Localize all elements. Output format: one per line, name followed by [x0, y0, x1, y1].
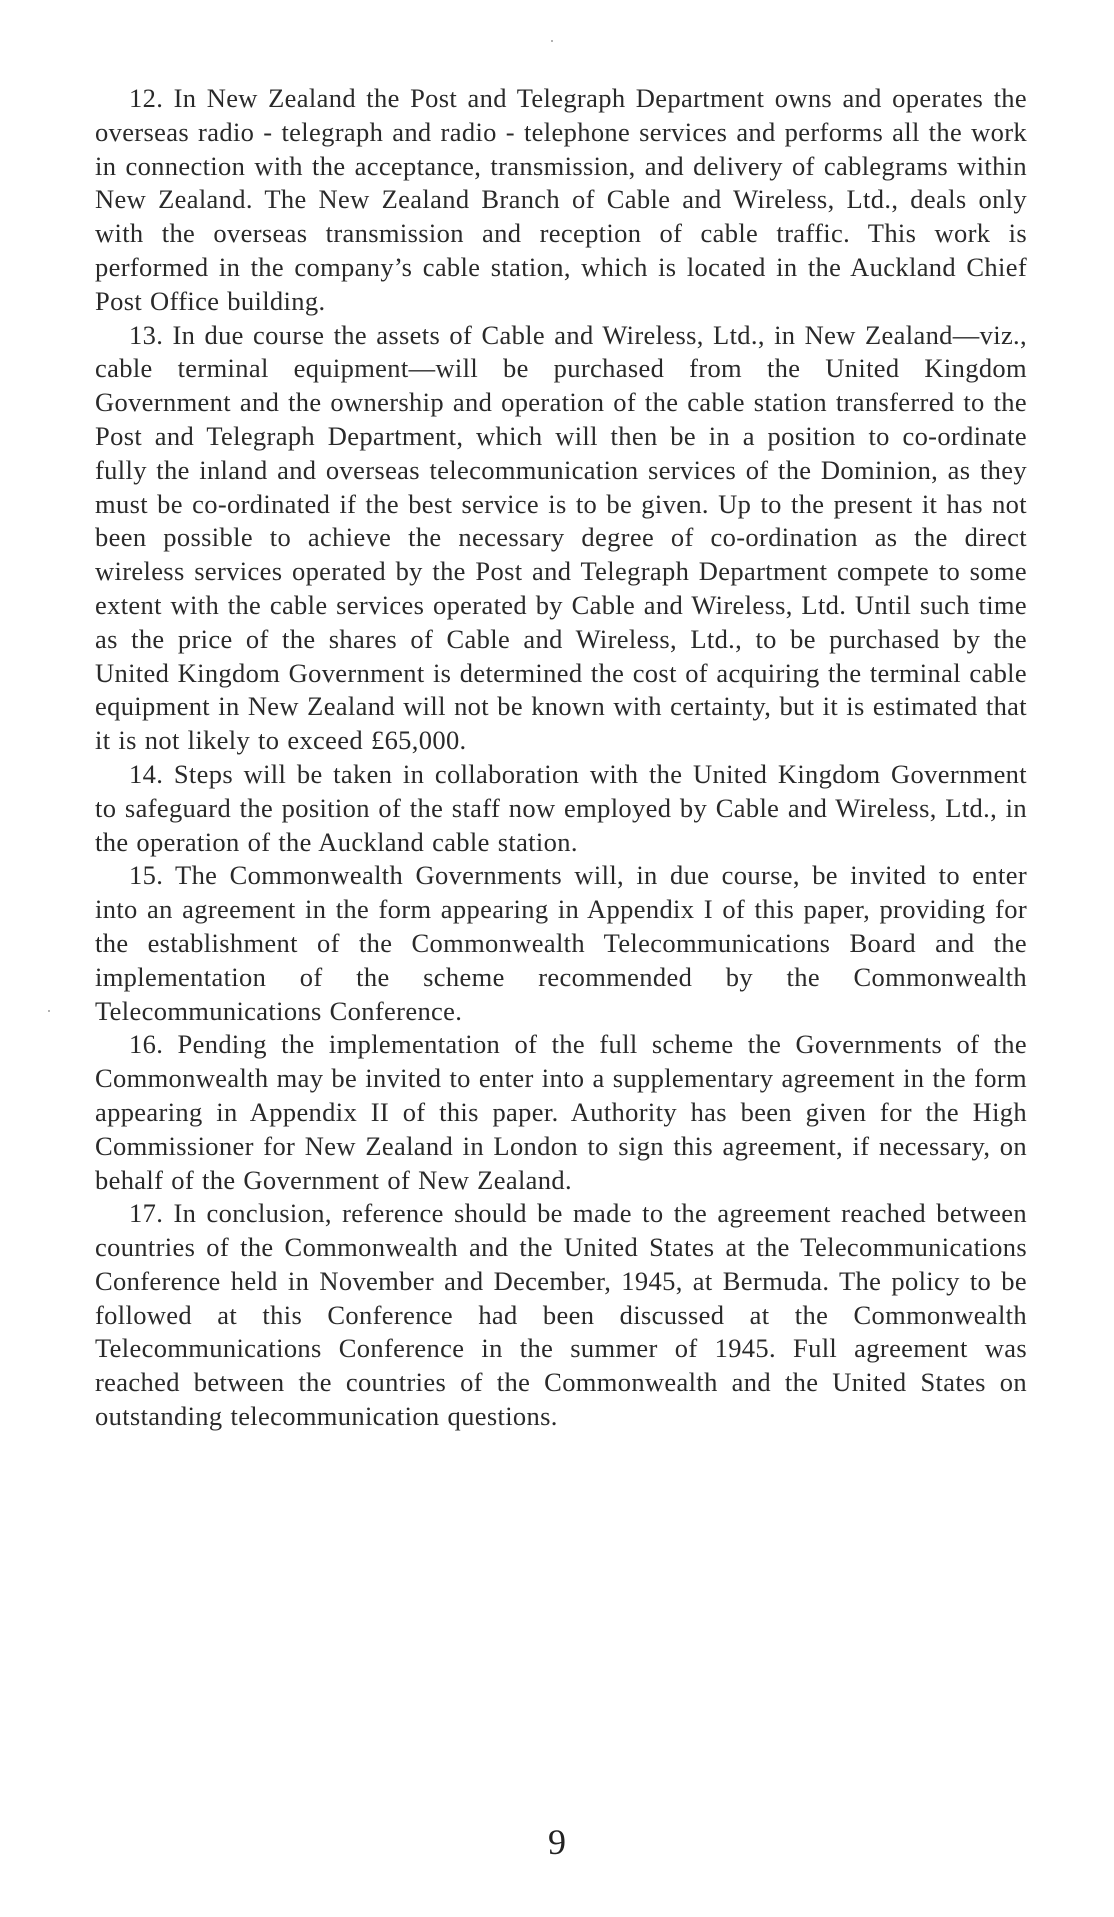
page-number: 9 [548, 1822, 566, 1862]
paragraph-14 [95, 758, 1027, 859]
paragraph-number: 14. [129, 758, 164, 789]
paragraph-17 [95, 1197, 1027, 1434]
paragraph-12 [95, 82, 1027, 319]
paragraph-number: 17. [129, 1198, 164, 1229]
scan-speck [551, 40, 553, 42]
paragraph-number: 13. [129, 319, 164, 350]
paragraph-text: The Commonwealth Governments will, in due course, be invited to enter into an agreement in the form appearing in Appendix I of this paper, providing for the establishment of the Commonwealth Telecommunications Board and the implementation of the scheme recommended by the Commonwealth Telecommunications Conference. [95, 860, 1027, 1026]
paragraph-16 [95, 1028, 1027, 1197]
paragraph-text: Steps will be taken in collaboration with the United Kingdom Government to safeguard the position of the staff now employed by Cable and Wireless, Ltd., in the operation of the Auckland cable station. [95, 758, 1027, 857]
scan-speck [48, 1010, 50, 1012]
paragraph-number: 15. [129, 860, 164, 891]
body-text [95, 82, 1027, 1434]
paragraph-number: 12. [129, 83, 164, 113]
paragraph-15 [95, 859, 1027, 1028]
paragraph-text: In conclusion, reference should be made to the agreement reached between countries of the Commonwealth and the United States at the Telecommunications Conference held in November and December, 1945, at Bermuda. The policy to be followed at this Conference had been discussed at the Commonwealth Telecommunications Conference in the summer of 1945. Full agreement was reached between the countries of the Commonwealth and the United States on outstanding telecommunication questions. [95, 1198, 1027, 1432]
paragraph-text: In due course the assets of Cable and Wireless, Ltd., in New Zealand—viz., cable terminal equipment—will be purchased from the United Kingdom Government and the ownership and operation of the cable station transferred to the Post and Telegraph Department, which will then be in a position to co-ordinate fully the inland and overseas telecommunication services of the Dominion, as they must be co-ordinated if the best service is to be given. Up to the present it has not been possible to achieve the necessary degree of co-ordination as the direct wireless services operated by the Post and Telegraph Department compete to some extent with the cable services operated by Cable and Wireless, Ltd. Until such time as the price of the shares of Cable and Wireless, Ltd., to be purchased by the United Kingdom Government is determined the cost of acquiring the terminal cable equipment in New Zealand will not be known with certainty, but it is estimated that it is not likely to exceed £65,000. [95, 319, 1028, 756]
paragraph-number: 16. [129, 1029, 164, 1060]
paragraph-13 [95, 319, 1027, 758]
paragraph-text: Pending the implementation of the full scheme the Governments of the Commonwealth may be invited to enter into a supplementary agreement in the form appearing in Appendix II of this paper. Authority has been given for the High Commissioner for New Zealand in London to sign this agreement, if necessary, on behalf of the Government of New Zealand. [95, 1029, 1028, 1195]
paragraph-text: In New Zealand the Post and Telegraph Department owns and operates the overseas radio - telegraph and radio - telephone services and performs all the work in connection with the acceptance, transmission, and delivery of cablegrams within New Zealand. The New Zealand Branch of Cable and Wireless, Ltd., deals only with the overseas transmission and reception of cable traffic. This work is performed in the company’s cable station, which is located in the Auckland Chief Post Office building. [95, 83, 1027, 316]
